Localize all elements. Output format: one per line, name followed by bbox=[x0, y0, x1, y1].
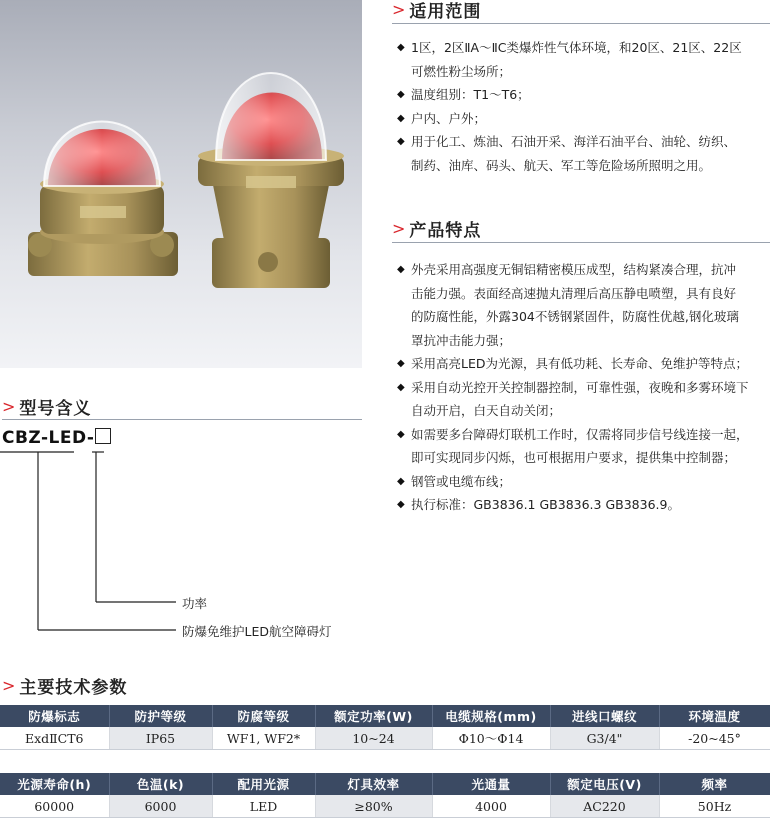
table-cell: 10~24 bbox=[315, 727, 432, 750]
feature-item: ◆ 采用自动光控开关控制器控制，可靠性强，夜晚和多雾环境下 自动开启，白天自动关闭； bbox=[397, 376, 770, 423]
table-header-cell: 光通量 bbox=[432, 773, 550, 795]
table-cell: LED bbox=[212, 795, 315, 818]
heading-arrow-icon: > bbox=[392, 218, 407, 238]
table-cell: Φ10～Φ14 bbox=[432, 727, 550, 750]
model-diagram-lines bbox=[0, 440, 200, 640]
diamond-bullet-icon: ◆ bbox=[397, 428, 405, 440]
params-title: 主要技术参数 bbox=[19, 677, 128, 698]
table-row bbox=[0, 727, 770, 750]
diamond-bullet-icon: ◆ bbox=[397, 264, 405, 275]
diamond-bullet-icon: ◆ bbox=[397, 136, 405, 147]
diamond-bullet-icon: ◆ bbox=[397, 475, 405, 487]
table-cell: 6000 bbox=[109, 795, 212, 818]
table-cell: 4000 bbox=[432, 795, 550, 818]
model-rule bbox=[2, 419, 362, 420]
features-list bbox=[397, 258, 770, 517]
table-header-cell: 光源寿命(h) bbox=[0, 773, 109, 795]
heading-arrow-icon: > bbox=[2, 675, 17, 695]
table-header-cell: 配用光源 bbox=[212, 773, 315, 795]
diamond-bullet-icon: ◆ bbox=[397, 381, 405, 393]
scope-item: ◆ 用于化工、炼油、石油开采、海洋石油平台、油轮、纺织、 制药、油库、码头、航天、军工等危险场所照明之用。 bbox=[397, 130, 770, 177]
table-header-row bbox=[0, 705, 770, 727]
table-header-cell: 灯具效率 bbox=[315, 773, 432, 795]
feature-item: ◆ 钢管或电缆布线； bbox=[397, 470, 770, 494]
params-heading bbox=[2, 673, 127, 697]
params-table-1 bbox=[0, 705, 770, 750]
table-cell: 60000 bbox=[0, 795, 109, 818]
lamp-illustration bbox=[0, 0, 362, 368]
table-cell: G3/4" bbox=[550, 727, 659, 750]
table-header-cell: 防腐等级 bbox=[212, 705, 315, 727]
table-cell: 50Hz bbox=[659, 795, 770, 818]
diamond-bullet-icon: ◆ bbox=[397, 89, 405, 100]
model-power-label: 功率 bbox=[182, 596, 208, 611]
table-cell: IP65 bbox=[109, 727, 212, 750]
model-code: CBZ-LED- bbox=[2, 428, 111, 448]
heading-arrow-icon: > bbox=[392, 0, 407, 19]
right-lamp bbox=[198, 73, 344, 288]
scope-rule bbox=[392, 23, 770, 24]
table-header-cell: 进线口螺纹 bbox=[550, 705, 659, 727]
left-lamp bbox=[28, 122, 178, 277]
feature-item: ◆ 如需要多台障碍灯联机工作时，仅需将同步信号线连接一起， 即可实现同步闪烁，也可根据用户要求，提供集中控制器； bbox=[397, 423, 770, 470]
scope-item: ◆ 户内、户外； bbox=[397, 107, 770, 131]
diamond-bullet-icon: ◆ bbox=[397, 358, 405, 369]
feature-item: ◆ 外壳采用高强度无铜铝精密模压成型，结构紧凑合理，抗冲 击能力强。表面经高速抛丸清理后高压静电喷塑，具有良好 的防腐性能，外露304不锈钢紧固件，防腐性优越,钢化玻璃 罩抗冲击能力强； bbox=[397, 258, 770, 352]
scope-item: ◆ 1区，2区ⅡA～ⅡC类爆炸性气体环境，和20区、21区、22区 可燃性粉尘场所； bbox=[397, 36, 770, 83]
table-header-cell: 电缆规格(mm) bbox=[432, 705, 550, 727]
table-header-cell: 防护等级 bbox=[109, 705, 212, 727]
features-rule bbox=[392, 242, 770, 243]
table-cell: WF1, WF2* bbox=[212, 727, 315, 750]
table-header-cell: 额定电压(V) bbox=[550, 773, 659, 795]
diamond-bullet-icon: ◆ bbox=[397, 112, 405, 124]
scope-heading bbox=[392, 0, 481, 21]
features-title: 产品特点 bbox=[409, 220, 482, 241]
table-cell: -20~45° bbox=[659, 727, 770, 750]
table-header-cell: 防爆标志 bbox=[0, 705, 109, 727]
table-header-row bbox=[0, 773, 770, 795]
scope-list bbox=[397, 36, 770, 177]
feature-item: ◆ 执行标准：GB3836.1 GB3836.3 GB3836.9。 bbox=[397, 493, 770, 517]
features-heading bbox=[392, 216, 481, 240]
scope-title: 适用范围 bbox=[409, 1, 482, 22]
heading-arrow-icon: > bbox=[2, 396, 17, 416]
table-row bbox=[0, 795, 770, 818]
diamond-bullet-icon: ◆ bbox=[397, 42, 405, 53]
table-cell: AC220 bbox=[550, 795, 659, 818]
table-cell: ≥80% bbox=[315, 795, 432, 818]
scope-item: ◆ 温度组别：T1～T6； bbox=[397, 83, 770, 107]
table-header-cell: 频率 bbox=[659, 773, 770, 795]
table-cell: ExdⅡCT6 bbox=[0, 727, 109, 750]
diamond-bullet-icon: ◆ bbox=[397, 499, 405, 510]
table-header-cell: 额定功率(W) bbox=[315, 705, 432, 727]
table-header-cell: 环境温度 bbox=[659, 705, 770, 727]
product-photo bbox=[0, 0, 362, 368]
feature-item: ◆ 采用高亮LED为光源，具有低功耗、长寿命、免维护等特点； bbox=[397, 352, 770, 376]
model-title: 型号含义 bbox=[19, 398, 92, 419]
table-header-cell: 色温(k) bbox=[109, 773, 212, 795]
model-heading bbox=[2, 394, 91, 418]
params-table-2 bbox=[0, 773, 770, 818]
model-name-label: 防爆免维护LED航空障碍灯 bbox=[182, 624, 332, 639]
